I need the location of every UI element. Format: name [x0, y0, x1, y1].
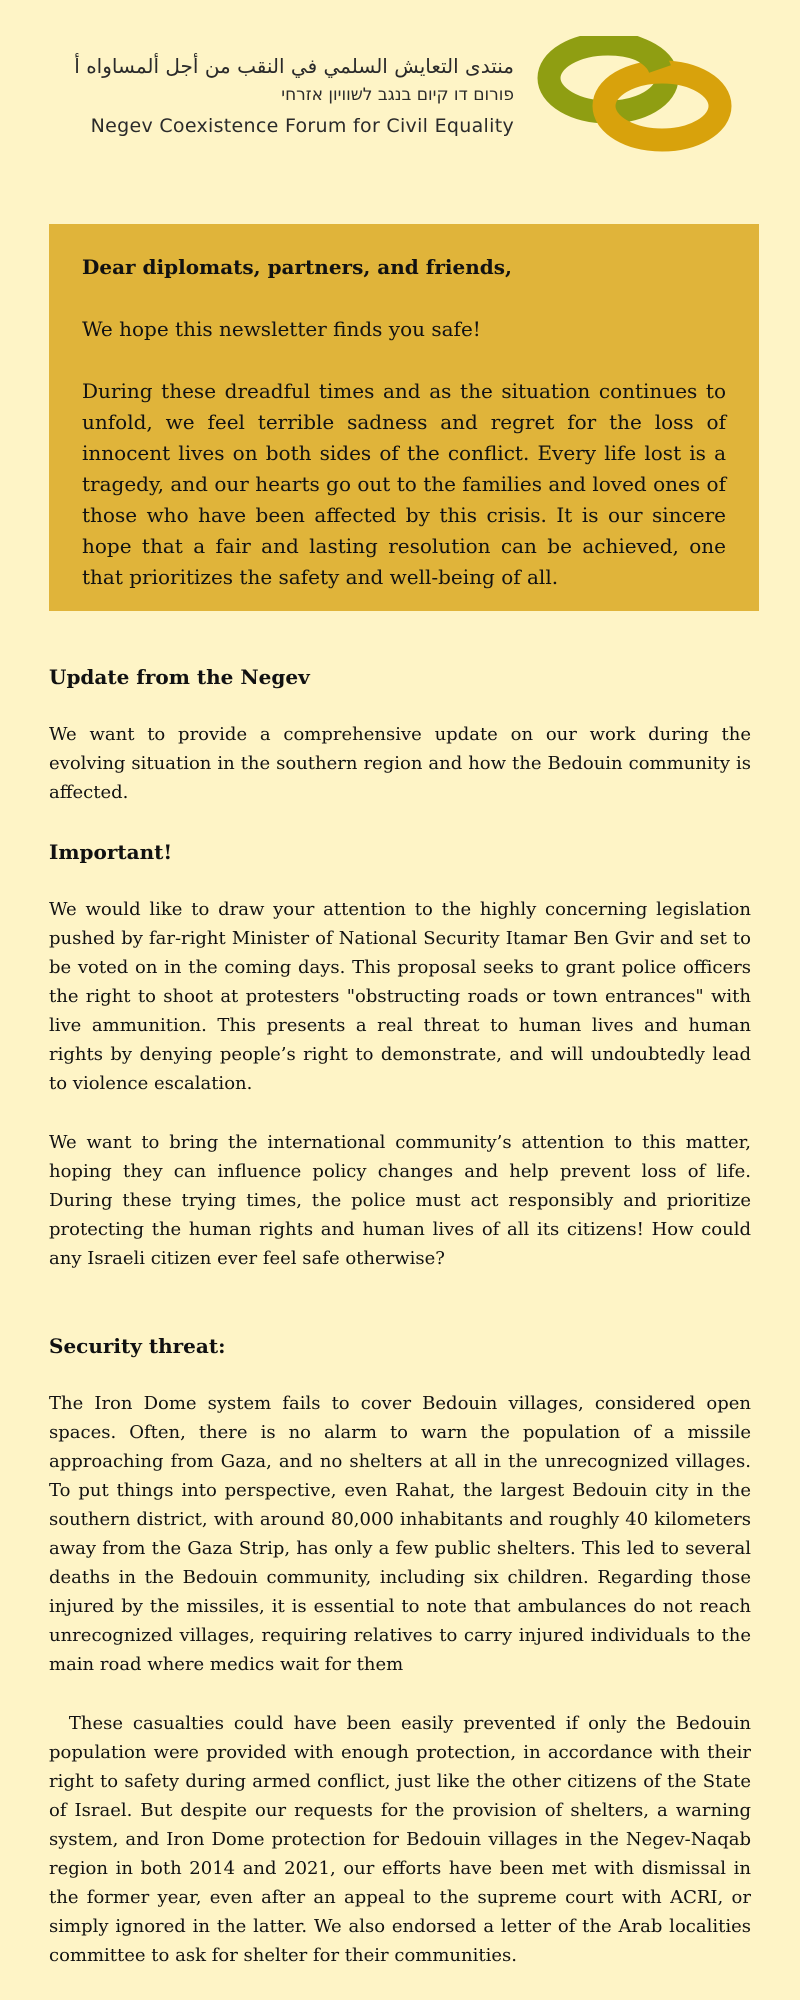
important-section-title: Important! [49, 840, 173, 864]
org-name-hebrew: פורום דו קיום בנגב לשוויון אזרחי [281, 85, 514, 105]
important-paragraph-1: We would like to draw your attention to the highly concerning legislation pushed by far-right Minister of National Security Itamar Ben Gvir and set to be voted on in the coming days. This proposal seeks to grant police officers the right to shoot at protesters "obstructing roads or town entrances" with live ammunition. This presents a real threat to human lives and human rights by denying people’s right to demonstrate, and will undoubtedly lead to violence escalation. [49, 899, 751, 1094]
security-paragraph-2: These casualties could have been easily prevented if only the Bedouin population were provided with enough protection, in accordance with their right to safety during armed conflict, just like the other citizens of the State of Israel. But despite our requests for the provision of shelters, a warning system, and Iron Dome protection for Bedouin villages in the Negev-Naqab region in both 2014 and 2021, our efforts have been met with dismissal in the former year, even after an appeal to the supreme court with ACRI, or simply ignored in the latter. We also endorsed a letter of the Arab localities committee to ask for shelter for their communities. [49, 1713, 757, 1966]
interlocked-rings-logo-icon [536, 36, 736, 152]
intro-hope-line: We hope this newsletter finds you safe! [82, 317, 481, 341]
intro-body-paragraph: During these dreadful times and as the situation continues to unfold, we feel terrible sadness and regret for the loss of innocent lives on both sides of the conflict. Every life lost is a tragedy, and our hearts go out to the families and loved ones of those who have been affected by this crisis. It is our sincere hope that a fair and lasting resolution can be achieved, one that prioritizes the safety and well-being of all. [82, 379, 726, 589]
security-paragraph-1: The Iron Dome system fails to cover Bedouin villages, considered open spaces. Often, there is no alarm to warn the population of a missile approaching from Gaza, and no shelters at all in the unrecognized villages. To put things into perspective, even Rahat, the largest Bedouin city in the southern district, with around 80,000 inhabitants and roughly 40 kilometers away from the Gaza Strip, has only a few public shelters. This led to several deaths in the Bedouin community, including six children. Regarding those injured by the missiles, it is essential to note that ambulances do not reach unrecognized villages, requiring relatives to carry injured individuals to the main road where medics wait for them [49, 1393, 751, 1675]
update-section-body: We want to provide a comprehensive update on our work during the evolving situation in the southern region and how the Bedouin community is affected. [49, 724, 751, 803]
important-paragraph-2: We want to bring the international community’s attention to this matter, hoping they can influence policy changes and help prevent loss of life. During these trying times, the police must act responsibly and prioritize protecting the human rights and human lives of all its citizens! How could any Israeli citizen ever feel safe otherwise? [49, 1132, 751, 1269]
intro-greeting: Dear diplomats, partners, and friends, [82, 255, 512, 279]
newsletter-header [0, 0, 800, 180]
newsletter-content [49, 662, 757, 1970]
organization-names [44, 52, 514, 140]
update-section-title: Update from the Negev [49, 665, 310, 689]
org-name-english: Negev Coexistence Forum for Civil Equality [90, 115, 514, 137]
org-name-arabic: منتدى التعايش السلمي في النقب من أجل ألمساواه أ [74, 54, 514, 78]
security-section-title: Security threat: [49, 1334, 226, 1358]
intro-message-box [49, 224, 759, 611]
